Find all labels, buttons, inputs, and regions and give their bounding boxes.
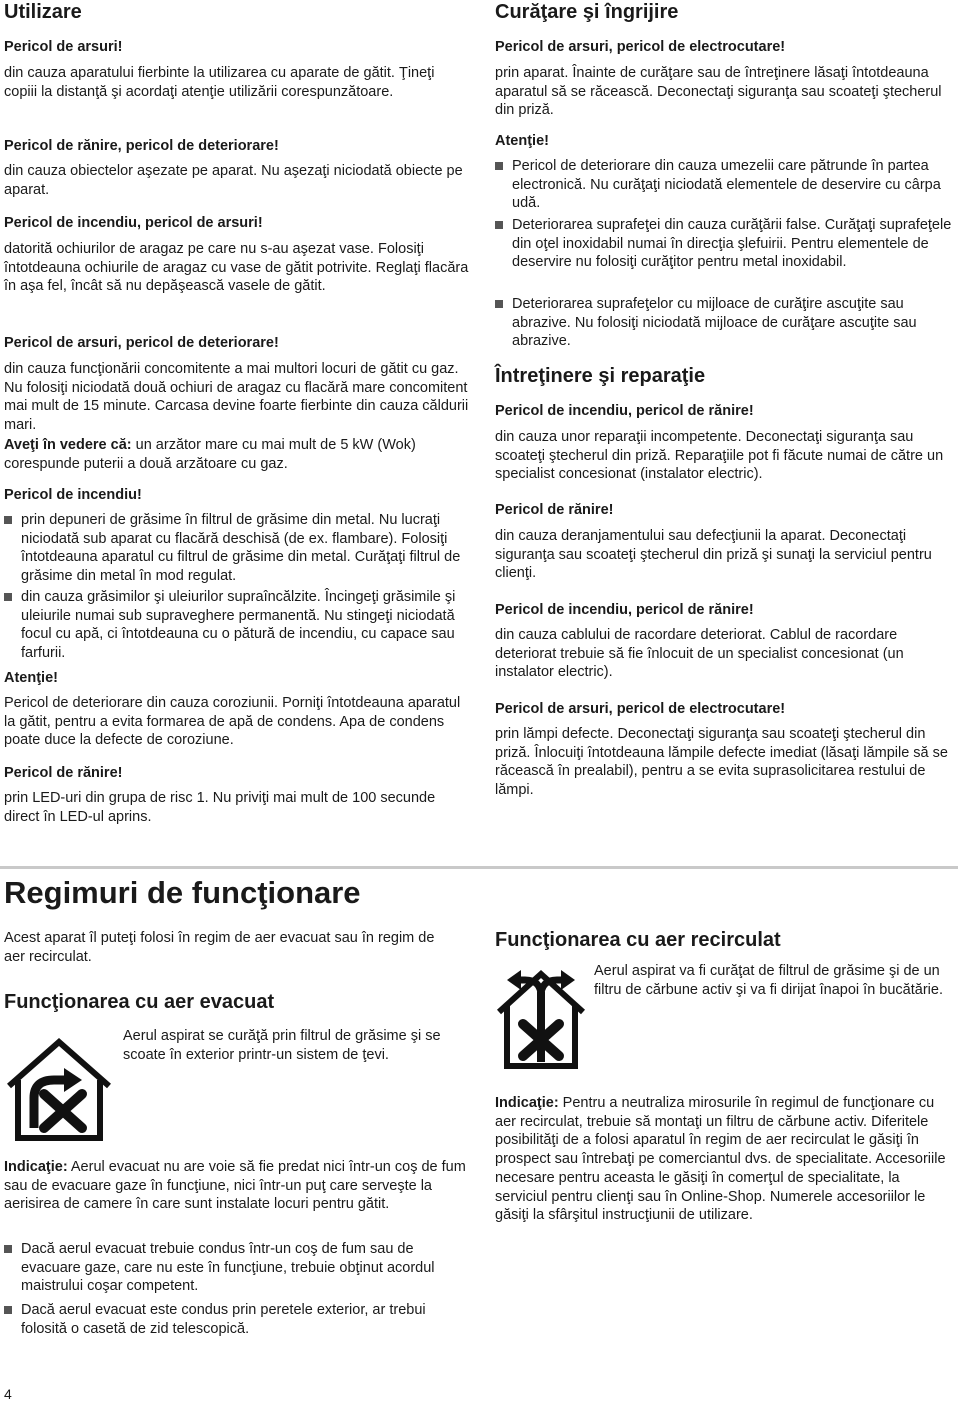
warning-text: din cauza deranjamentului sau defecţiunii la aparat. Deconectaţi siguranţa sau scoateţi ştecherul din priză şi sunaţi la serviciul pentru clienţi. — [495, 528, 932, 582]
warning-text: prin aparat. Înainte de curăţare sau de întreţinere lăsaţi întotdeauna aparatul să se răcească. Deconectaţi siguranţa sau scoateţi ştecherul din priză. — [495, 65, 942, 119]
warning-heading: Pericol de arsuri, pericol de deteriorare! — [4, 335, 279, 351]
section-title-cleaning: Curăţare şi îngrijire — [495, 1, 679, 23]
list-item: din cauza grăsimilor şi uleiurilor supraîncălzite. Încingeţi grăsimile şi uleiurile numai sub supraveghere permanentă. Nu stingeţi niciodată focul cu apă, ci întotdeauna cu o pătură de incendiu, cu capace sau farfurii. — [4, 588, 470, 663]
bullet-square-icon — [4, 1245, 12, 1253]
list-item: Dacă aerul evacuat este condus prin peretele exterior, ar trebui folosită o casetă de zid telescopică. — [4, 1301, 470, 1338]
note-paragraph — [4, 436, 470, 473]
warning-text: din cauza aparatului fierbinte la utilizarea cu aparate de gătit. Ţineţi copiii la distanţă şi acordaţi atenţie utilizării corespunzătoare. — [4, 65, 435, 100]
note-text: Aerul evacuat nu are voie să fie predat nici într-un coş de fum sau de evacuare gaze în funcţiune, nici într-un puţ care serveşte la aerisirea de camere în care sunt instalate locuri pentru gătit. — [4, 1159, 466, 1213]
warning-heading: Pericol de arsuri, pericol de electrocutare! — [495, 39, 786, 55]
note-text: Pentru a neutraliza mirosurile în regimul de funcţionare cu aer recirculat, trebuie să montaţi un filtru de cărbune activ. Diferitele posibilităţi de a folosi aparatul în regim de aer recirculat le găsiţi în prospect sau întrebaţi pe comerciantul dvs. de specialitate. Accesoriile necesare pentru aceasta le găsiţi în comerţul de specialitate, la serviciul pentru clienţi sau în Online-Shop. Numerele accesoriilor le găsiţi la sfârşitul instrucţiunii de utilizare. — [495, 1095, 946, 1224]
warning-text: din cauza funcţionării concomitente a mai multori locuri de gătit cu gaz. Nu folosiţi niciodată două ochiuri de aragaz cu flacără mare concomitent mai mult de 15 minute. Carcasa devine foarte fierbinte din cauza căldurii mari. — [4, 361, 469, 434]
warning-text: din cauza obiectelor aşezate pe aparat. Nu aşezaţi niciodată obiecte pe aparat. — [4, 163, 463, 198]
warning-text: datorită ochiurilor de aragaz pe care nu s-au aşezat vase. Folosiţi întotdeauna ochiurile de aragaz cu vase de gătit potrivite. Reglaţi flacăra în aşa fel, încât să nu depăşească vasele de gătit. — [4, 241, 469, 295]
note-label: Aveţi în vedere că: — [4, 437, 132, 453]
list-item: Deteriorarea suprafeţelor cu mijloace de curăţire ascuţite sau abrazive. Nu folosiţi niciodată mijloace de curăţare ascuţite sau abrazive. — [495, 295, 957, 351]
bullet-square-icon — [495, 221, 503, 229]
section-divider — [0, 866, 958, 869]
exhaust-mode-title: Funcţionarea cu aer evacuat — [4, 991, 275, 1013]
warning-text: prin lămpi defecte. Deconectaţi siguranţa sau scoateţi ştecherul din priză. Înlocuiţi întotdeauna lămpile defecte imediat (lăsaţi lămpile să se răcească în prealabil), pentru a se evita suprasolicitarea restului de lămpi. — [495, 726, 948, 799]
warning-heading: Pericol de rănire, pericol de deteriorare! — [4, 138, 279, 154]
bullet-square-icon — [4, 593, 12, 601]
recirculation-air-icon — [495, 962, 587, 1070]
list-item: Pericol de deteriorare din cauza umezelii care pătrunde în partea electronică. Nu curăţaţi niciodată elementele de deservire cu cârpa udă. — [495, 157, 957, 213]
exhaust-note — [4, 1158, 470, 1214]
recirculation-mode-title: Funcţionarea cu aer recirculat — [495, 929, 781, 951]
warning-text: din cauza unor reparaţii incompetente. Deconectaţi siguranţa sau scoateţi ştecherul din priză. Reparaţiile pot fi făcute numai de către un specialist concesionat (instalator electric). — [495, 429, 944, 483]
page-number: 4 — [4, 1386, 12, 1402]
exhaust-mode-description: Aerul aspirat se curăţă prin filtrul de grăsime şi se scoate în exterior printr-un sistem de ţevi. — [123, 1028, 441, 1063]
warning-text: Pericol de deteriorare din cauza coroziunii. Porniţi întotdeauna aparatul la gătit, pentru a evita formarea de apă de condens. Apa de condens poate duce la defecte de coroziune. — [4, 695, 461, 749]
recirculation-mode-description: Aerul aspirat va fi curăţat de filtrul de grăsime şi de un filtru de cărbune activ şi va fi dirijat înapoi în bucătărie. — [594, 963, 943, 998]
bullet-square-icon — [495, 162, 503, 170]
note-label: Indicaţie: — [4, 1159, 68, 1175]
section-title-operating-modes: Regimuri de funcţionare — [4, 875, 361, 910]
warning-text: din cauza cablului de racordare deteriorat. Cablul de racordare deteriorat trebuie să fie înlocuit de un specialist concesionat (un instalator electric). — [495, 627, 904, 681]
bullet-square-icon — [495, 300, 503, 308]
section-title-usage: Utilizare — [4, 1, 82, 23]
exhaust-air-icon — [4, 1036, 114, 1142]
list-item: prin depuneri de grăsime în filtrul de grăsime din metal. Nu lucraţi niciodată sub aparat cu flacără deschisă (de ex. flambare). Folosiţi întotdeauna aparatul cu filtrul de grăsime din metal. Curăţaţi filtrul de grăsime din metal în mod regulat. — [4, 511, 470, 586]
warning-text: prin LED-uri din grupa de risc 1. Nu priviţi mai mult de 100 secunde direct în LED-ul aprins. — [4, 790, 436, 825]
warning-heading: Pericol de arsuri, pericol de electrocutare! — [495, 701, 786, 717]
warning-heading: Pericol de rănire! — [4, 765, 123, 781]
bullet-square-icon — [4, 1306, 12, 1314]
warning-heading: Atenţie! — [4, 670, 58, 686]
warning-heading: Pericol de incendiu, pericol de rănire! — [495, 403, 754, 419]
warning-heading: Pericol de incendiu, pericol de rănire! — [495, 602, 754, 618]
bullet-square-icon — [4, 516, 12, 524]
note-text: un arzător mare cu mai mult de 5 kW (Wok) corespunde puterii a două arzătoare cu gaz. — [4, 437, 416, 472]
section-title-maintenance: Întreţinere şi reparaţie — [495, 365, 706, 387]
warning-heading: Atenţie! — [495, 133, 549, 149]
warning-heading: Pericol de rănire! — [495, 502, 614, 518]
warning-heading: Pericol de incendiu! — [4, 487, 142, 503]
recirculation-note — [495, 1094, 955, 1225]
list-item: Dacă aerul evacuat trebuie condus într-un coş de fum sau de evacuare gaze, care nu este în funcţiune, trebuie obţinut acordul maistrului coşar competent. — [4, 1240, 470, 1296]
warning-heading: Pericol de incendiu, pericol de arsuri! — [4, 215, 263, 231]
list-item: Deteriorarea suprafeţei din cauza curăţării false. Curăţaţi suprafeţele din oţel inoxidabil numai în direcţia şlefuirii. Pentru elementele de deservire nu folosiţi curăţitor pentru metal inoxidabil. — [495, 216, 957, 272]
modes-intro: Acest aparat îl puteţi folosi în regim de aer evacuat sau în regim de aer recirculat. — [4, 930, 435, 965]
note-label: Indicaţie: — [495, 1095, 559, 1111]
warning-heading: Pericol de arsuri! — [4, 39, 123, 55]
